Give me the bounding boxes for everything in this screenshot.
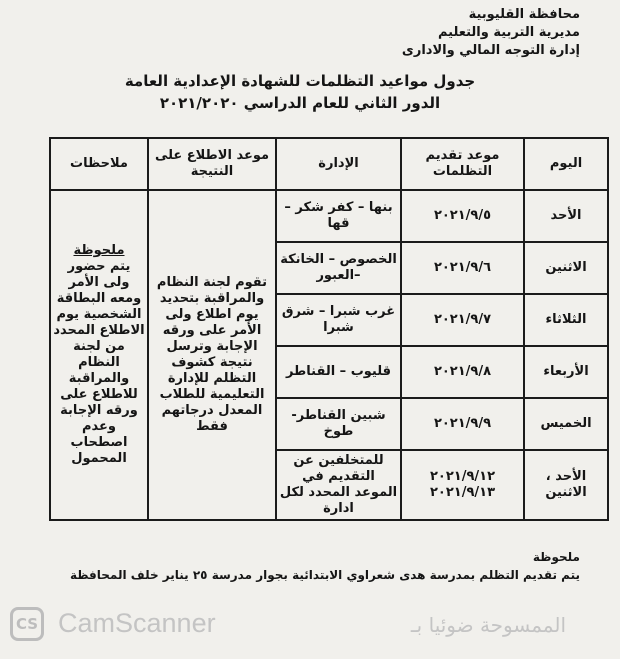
cell-date: ٢٠٢١/٩/٥ — [401, 190, 524, 242]
document-header — [280, 6, 580, 60]
header-notes: ملاحظات — [50, 138, 148, 190]
header-result: موعد الاطلاع على النتيجة — [148, 138, 276, 190]
notes-text: يتم حضور ولى الأمر ومعه البطاقة الشخصية يوم الاطلاع المحدد من لجنة النظام والمراقبة للاطلاع على ورقه الإجابة وعدم اصطحاب المحمول — [53, 259, 145, 466]
watermark-brand: CamScanner — [58, 608, 216, 638]
header-day: اليوم — [524, 138, 608, 190]
cell-admin: قليوب – القناطر — [276, 346, 401, 398]
notes-title: ملحوظة — [73, 243, 125, 258]
cell-day: الاثنين — [524, 242, 608, 294]
schedule-table — [49, 137, 609, 521]
cell-day: الأربعاء — [524, 346, 608, 398]
document-title: جدول مواعيد التظلمات للشهادة الإعدادية العامة — [124, 72, 476, 90]
governorate-name: محافظة القليوبية — [468, 7, 580, 22]
cell-date: ٢٠٢١/٩/٨ — [401, 346, 524, 398]
directorate-name: مديرية التربية والتعليم — [437, 25, 580, 40]
cell-date: ٢٠٢١/٩/٩ — [401, 398, 524, 450]
cell-admin: الخصوص – الخانكة –العبور — [276, 242, 401, 294]
cell-date: ٢٠٢١/٩/٧ — [401, 294, 524, 346]
table-row — [50, 190, 608, 242]
cell-day: الأحد ، الاثنين — [524, 450, 608, 520]
cell-day: الثلاثاء — [524, 294, 608, 346]
cell-result-info: تقوم لجنة النظام والمراقبة بتحديد يوم اطلاع ولى الأمر على ورقه الإجابة وترسل نتيجة كشوف التظلم للإدارة التعليمية للطلاب المعدل درجاتهم فقط — [148, 190, 276, 520]
cell-date: ٢٠٢١/٩/٦ — [401, 242, 524, 294]
watermark-text: الممسوحة ضوئيا بـ — [410, 613, 566, 637]
footer-note-title: ملحوظة — [532, 550, 580, 564]
cell-admin: للمتخلفين عن التقديم في الموعد المحدد لكل ادارة — [276, 450, 401, 520]
header-date: موعد تقديم التظلمات — [401, 138, 524, 190]
document-subtitle: الدور الثاني للعام الدراسي ٢٠٢١/٢٠٢٠ — [159, 94, 441, 112]
cell-notes — [50, 190, 148, 520]
cell-day: الأحد — [524, 190, 608, 242]
header-admin: الإدارة — [276, 138, 401, 190]
camscanner-icon: CS — [10, 607, 44, 641]
cell-admin: شبين القناطر- طوخ — [276, 398, 401, 450]
table-header-row — [50, 138, 608, 190]
footer-note — [20, 548, 580, 584]
cell-admin: غرب شبرا – شرق شبرا — [276, 294, 401, 346]
footer-note-text: يتم تقديم التظلم بمدرسة هدى شعراوي الابتدائية بجوار مدرسة ٢٥ يناير خلف المحافظة — [69, 568, 580, 582]
cell-admin: بنها – كفر شكر – قها — [276, 190, 401, 242]
cell-date: ٢٠٢١/٩/١٢ ٢٠٢١/٩/١٣ — [401, 450, 524, 520]
document-titles — [80, 70, 520, 114]
department-name: إدارة التوجه المالي والادارى — [401, 43, 580, 58]
cell-day: الخميس — [524, 398, 608, 450]
camscanner-watermark — [6, 607, 606, 645]
